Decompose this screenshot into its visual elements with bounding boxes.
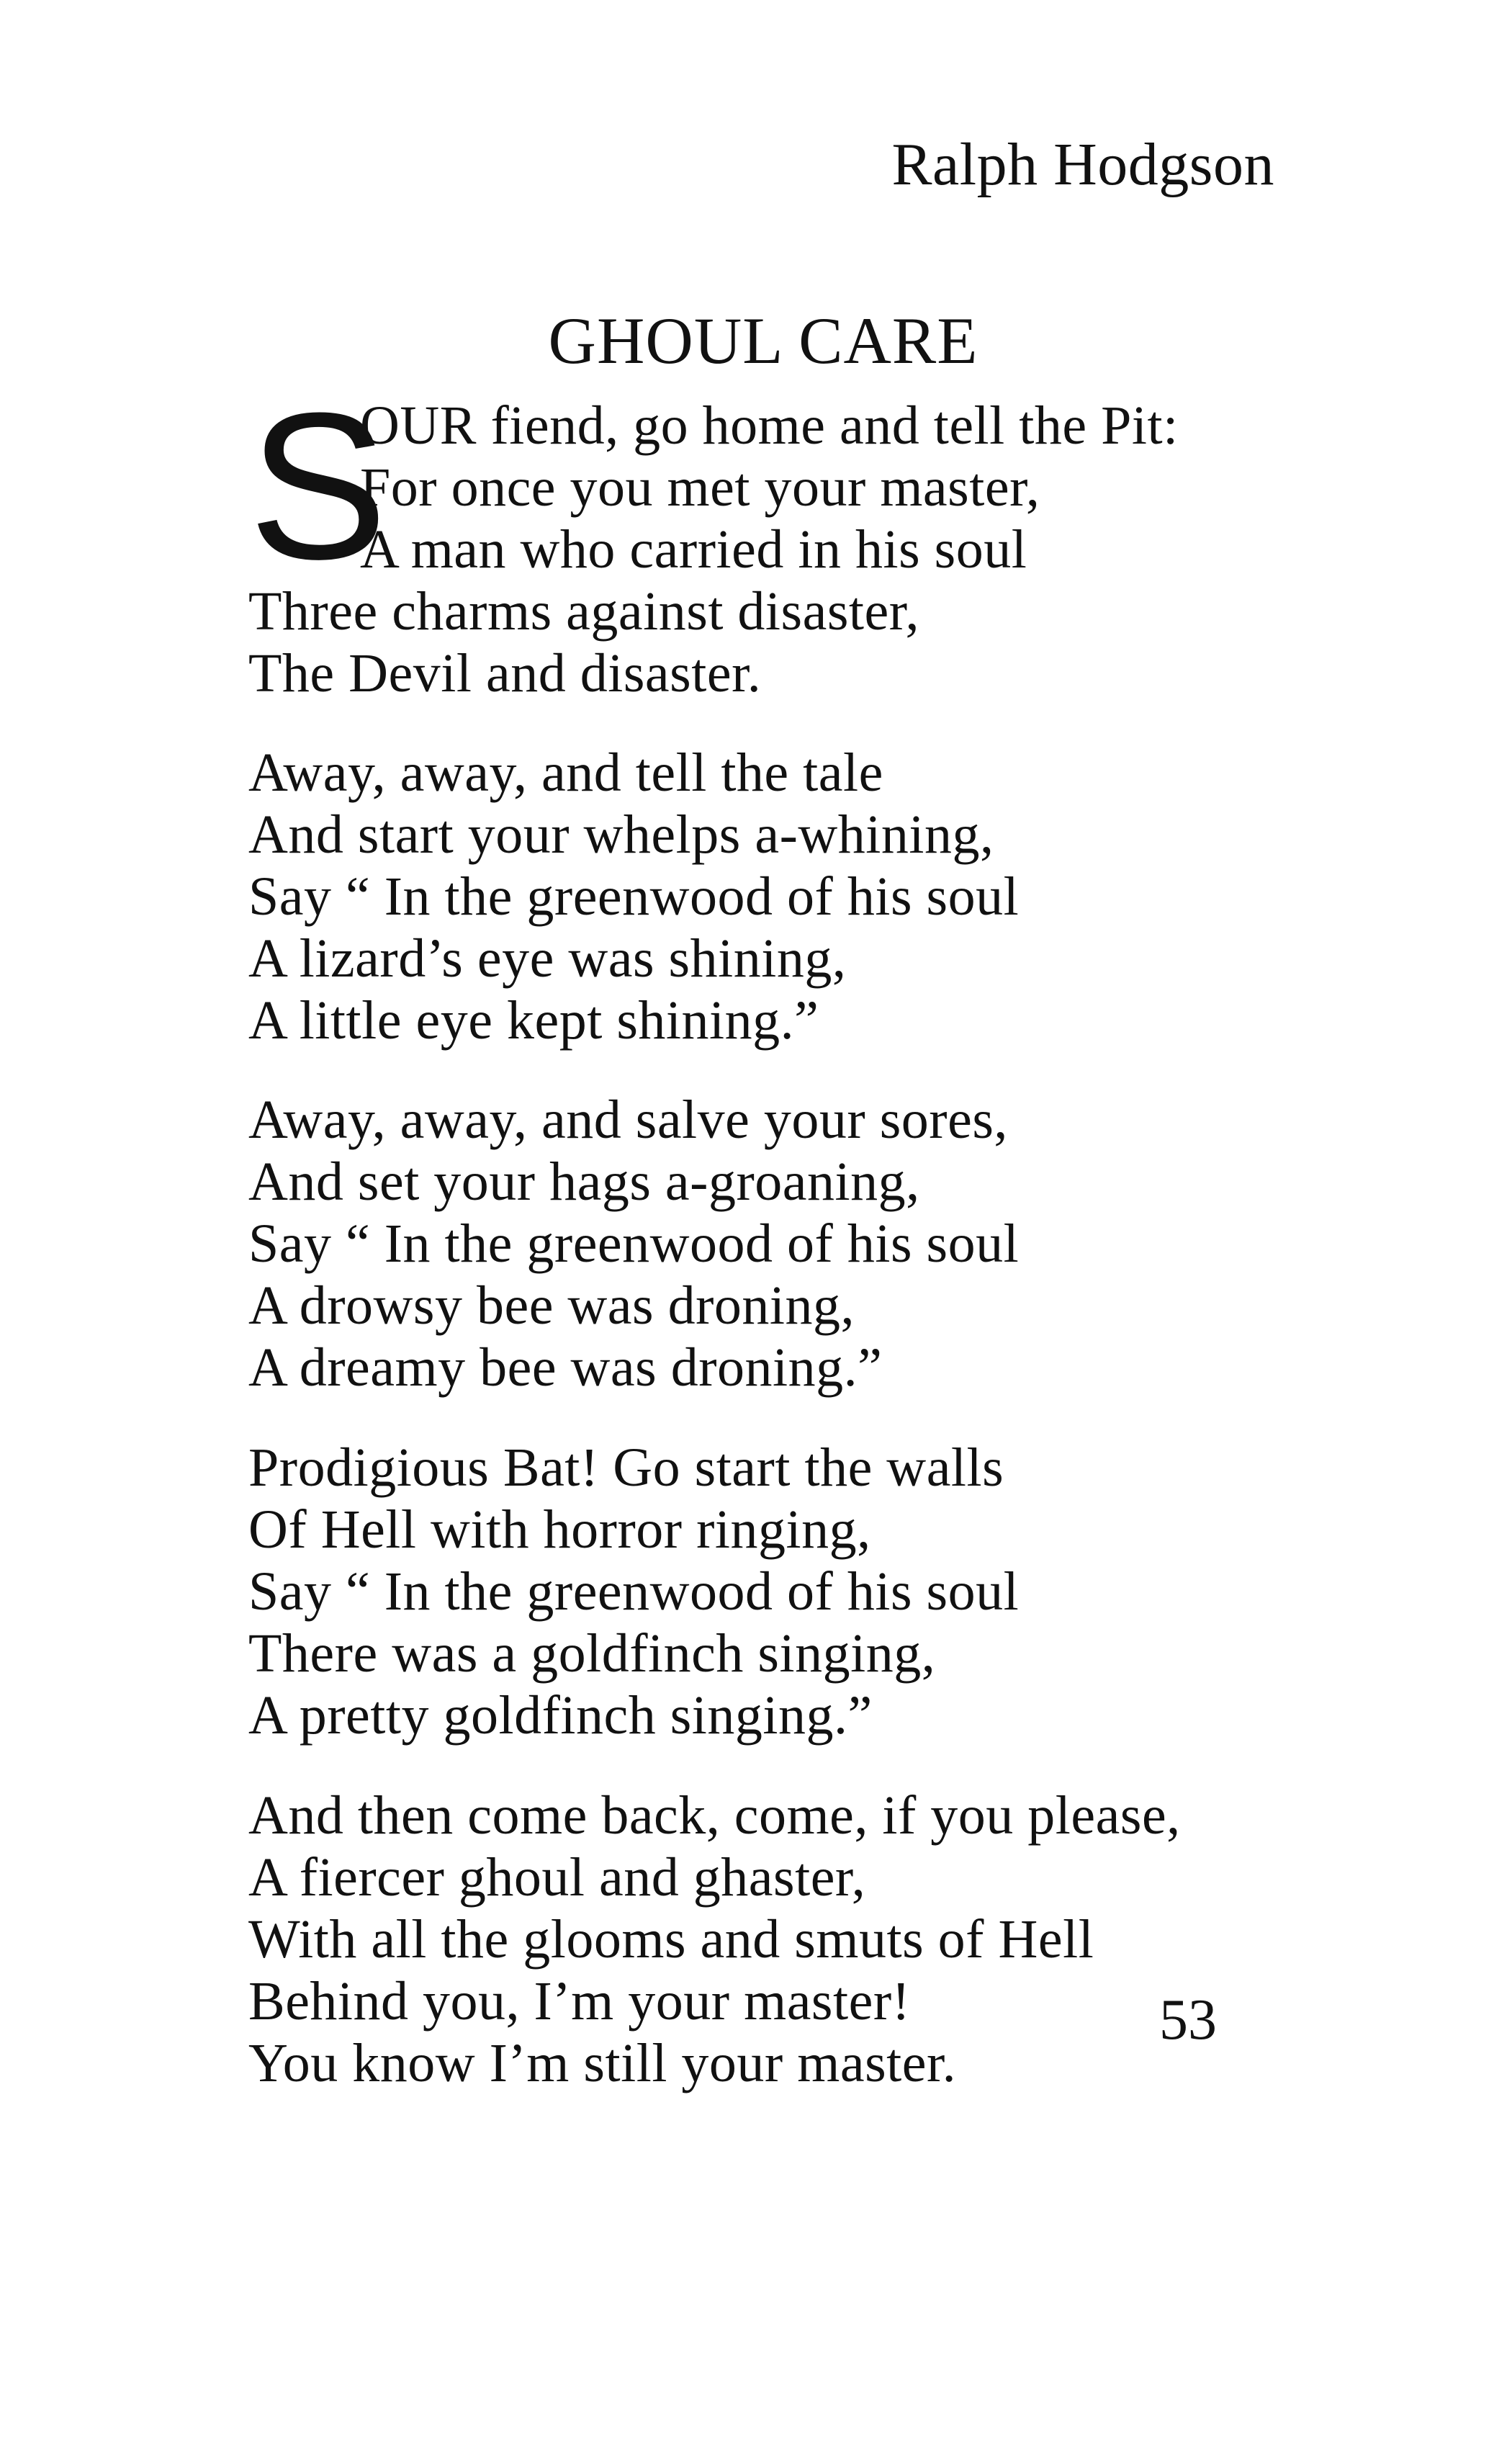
poem-line: For once you met your master, (360, 457, 1040, 518)
poem-line: Say “ In the greenwood of his soul (248, 866, 1020, 927)
stanza-2 (248, 742, 1328, 1051)
poem-line: A pretty goldfinch singing.” (248, 1685, 873, 1746)
stanza-3 (248, 1089, 1328, 1399)
poem-line: Away, away, and salve your sores, (248, 1090, 1008, 1150)
poem-line: Of Hell with horror ringing, (248, 1499, 871, 1560)
poem-line: A lizard’s eye was shining, (248, 928, 847, 989)
poem-line: Say “ In the greenwood of his soul (248, 1561, 1020, 1622)
poem-line: And set your hags a-groaning, (248, 1152, 920, 1212)
poem-line: Away, away, and tell the tale (248, 742, 883, 803)
poem-line: Prodigious Bat! Go start the walls (248, 1437, 1004, 1498)
poem-line: A fiercer ghoul and ghaster, (248, 1847, 866, 1908)
poem-line: A man who carried in his soul (360, 519, 1027, 580)
running-head-author: Ralph Hodgson (891, 131, 1274, 198)
poem-title: GHOUL CARE (548, 304, 978, 377)
poem-line: A little eye kept shining.” (248, 990, 819, 1051)
poem-line: A drowsy bee was droning, (248, 1275, 855, 1336)
page-number: 53 (1159, 1988, 1217, 2052)
poem-line: There was a goldfinch singing, (248, 1623, 936, 1684)
stanza-4 (248, 1437, 1328, 1746)
poem-line: You know I’m still your master. (248, 2033, 957, 2093)
poem-line: And then come back, come, if you please, (248, 1785, 1181, 1846)
poem-line: OUR fiend, go home and tell the Pit: (360, 395, 1179, 456)
poem-line: With all the glooms and smuts of Hell (248, 1909, 1094, 1970)
poem-line: Behind you, I’m your master! (248, 1971, 911, 2032)
poem-line: Say “ In the greenwood of his soul (248, 1213, 1020, 1274)
poem-line: A dreamy bee was droning.” (248, 1337, 883, 1398)
poem-line: The Devil and disaster. (248, 643, 762, 704)
poem-line: Three charms against disaster, (248, 581, 920, 642)
poem-line: And start your whelps a-whining, (248, 804, 994, 865)
drop-cap: S (248, 369, 388, 603)
stanza-1 (248, 369, 1328, 704)
